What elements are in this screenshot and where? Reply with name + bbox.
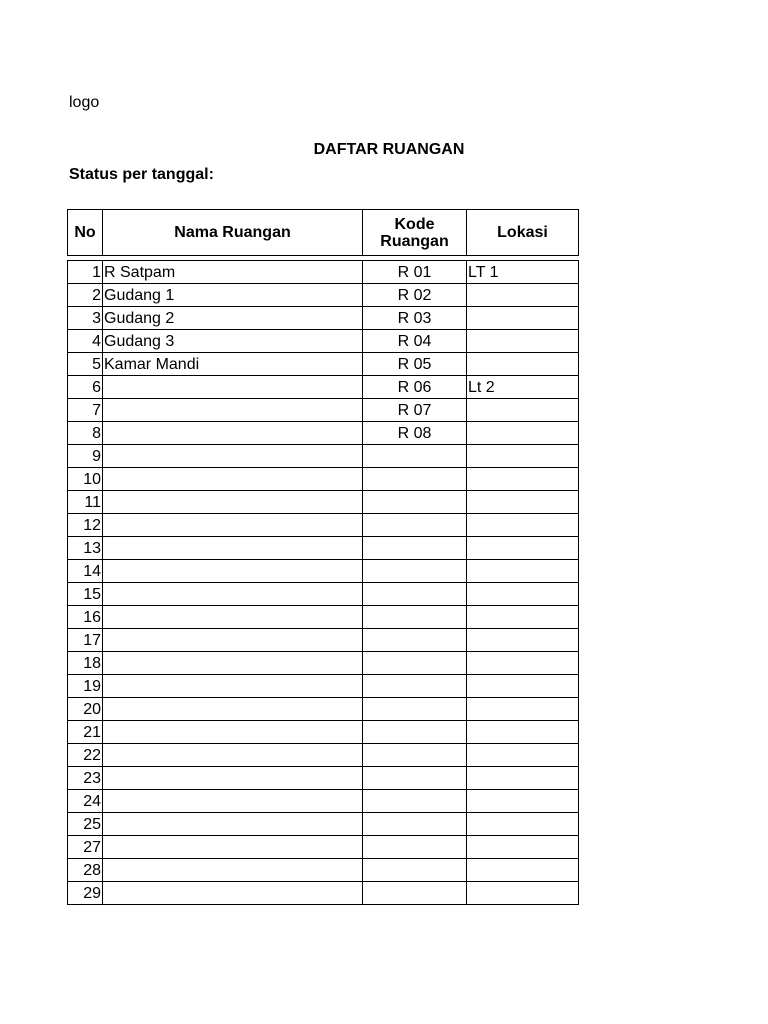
table-row bbox=[68, 514, 579, 537]
row-number-cell: 15 bbox=[68, 583, 103, 606]
row-number-cell: 11 bbox=[68, 491, 103, 514]
table-row bbox=[68, 790, 579, 813]
room-code-cell bbox=[363, 560, 467, 583]
row-number-cell: 7 bbox=[68, 399, 103, 422]
table-row bbox=[68, 399, 579, 422]
room-location-cell bbox=[467, 629, 579, 652]
row-number-cell: 9 bbox=[68, 445, 103, 468]
room-name-cell: Gudang 3 bbox=[103, 330, 363, 353]
table-row bbox=[68, 629, 579, 652]
column-header-kode-ruangan bbox=[363, 210, 467, 256]
row-number-cell: 29 bbox=[68, 882, 103, 905]
room-code-cell bbox=[363, 491, 467, 514]
room-name-cell bbox=[103, 376, 363, 399]
row-number-cell: 13 bbox=[68, 537, 103, 560]
column-header-nama-ruangan: Nama Ruangan bbox=[103, 210, 363, 256]
room-name-cell bbox=[103, 629, 363, 652]
room-name-cell bbox=[103, 514, 363, 537]
room-location-cell bbox=[467, 491, 579, 514]
column-header-kode-line2: Ruangan bbox=[380, 232, 449, 250]
table-row bbox=[68, 767, 579, 790]
room-name-cell bbox=[103, 721, 363, 744]
table-row bbox=[68, 744, 579, 767]
table-row bbox=[68, 537, 579, 560]
room-name-cell bbox=[103, 813, 363, 836]
room-location-cell bbox=[467, 767, 579, 790]
row-number-cell: 24 bbox=[68, 790, 103, 813]
row-number-cell: 22 bbox=[68, 744, 103, 767]
logo-text: logo bbox=[69, 94, 100, 111]
room-code-cell: R 06 bbox=[363, 376, 467, 399]
row-number-cell: 21 bbox=[68, 721, 103, 744]
row-number-cell: 5 bbox=[68, 353, 103, 376]
table-row bbox=[68, 583, 579, 606]
table-row bbox=[68, 422, 579, 445]
room-name-cell bbox=[103, 445, 363, 468]
room-location-cell bbox=[467, 882, 579, 905]
room-name-cell bbox=[103, 882, 363, 905]
row-number-cell: 19 bbox=[68, 675, 103, 698]
room-location-cell bbox=[467, 353, 579, 376]
room-location-cell bbox=[467, 836, 579, 859]
room-table-body bbox=[67, 260, 579, 905]
room-code-cell bbox=[363, 698, 467, 721]
room-location-cell bbox=[467, 744, 579, 767]
room-code-cell: R 01 bbox=[363, 261, 467, 284]
row-number-cell: 25 bbox=[68, 813, 103, 836]
room-location-cell bbox=[467, 514, 579, 537]
room-name-cell: Gudang 2 bbox=[103, 307, 363, 330]
room-location-cell bbox=[467, 721, 579, 744]
header-row bbox=[68, 210, 579, 256]
table-row bbox=[68, 652, 579, 675]
room-code-cell bbox=[363, 445, 467, 468]
room-code-cell bbox=[363, 537, 467, 560]
row-number-cell: 8 bbox=[68, 422, 103, 445]
table-row bbox=[68, 675, 579, 698]
room-code-cell: R 08 bbox=[363, 422, 467, 445]
page-title: DAFTAR RUANGAN bbox=[313, 141, 465, 158]
column-header-no: No bbox=[68, 210, 103, 256]
room-location-cell: Lt 2 bbox=[467, 376, 579, 399]
room-table-header bbox=[67, 209, 579, 256]
room-location-cell bbox=[467, 790, 579, 813]
row-number-cell: 10 bbox=[68, 468, 103, 491]
table-row bbox=[68, 307, 579, 330]
table-row bbox=[68, 813, 579, 836]
row-number-cell: 12 bbox=[68, 514, 103, 537]
room-location-cell bbox=[467, 698, 579, 721]
room-name-cell bbox=[103, 468, 363, 491]
table-row bbox=[68, 284, 579, 307]
room-code-cell: R 04 bbox=[363, 330, 467, 353]
room-code-cell: R 07 bbox=[363, 399, 467, 422]
room-code-cell bbox=[363, 468, 467, 491]
room-code-cell bbox=[363, 629, 467, 652]
room-name-cell bbox=[103, 836, 363, 859]
row-number-cell: 14 bbox=[68, 560, 103, 583]
room-code-cell bbox=[363, 606, 467, 629]
room-name-cell bbox=[103, 560, 363, 583]
row-number-cell: 20 bbox=[68, 698, 103, 721]
table-row bbox=[68, 468, 579, 491]
room-name-cell bbox=[103, 675, 363, 698]
room-location-cell bbox=[467, 399, 579, 422]
room-name-cell bbox=[103, 790, 363, 813]
status-date-label: Status per tanggal: bbox=[69, 166, 214, 183]
room-location-cell bbox=[467, 813, 579, 836]
room-location-cell bbox=[467, 606, 579, 629]
table-row bbox=[68, 859, 579, 882]
room-code-cell: R 02 bbox=[363, 284, 467, 307]
table-row bbox=[68, 376, 579, 399]
room-name-cell bbox=[103, 583, 363, 606]
room-name-cell: Kamar Mandi bbox=[103, 353, 363, 376]
row-number-cell: 2 bbox=[68, 284, 103, 307]
room-code-cell bbox=[363, 767, 467, 790]
room-name-cell: Gudang 1 bbox=[103, 284, 363, 307]
room-code-cell bbox=[363, 836, 467, 859]
room-code-cell bbox=[363, 790, 467, 813]
row-number-cell: 1 bbox=[68, 261, 103, 284]
room-code-cell bbox=[363, 514, 467, 537]
table-row bbox=[68, 560, 579, 583]
room-code-cell bbox=[363, 744, 467, 767]
room-location-cell bbox=[467, 583, 579, 606]
table-row bbox=[68, 882, 579, 905]
room-location-cell bbox=[467, 422, 579, 445]
row-number-cell: 6 bbox=[68, 376, 103, 399]
room-location-cell bbox=[467, 652, 579, 675]
row-number-cell: 28 bbox=[68, 859, 103, 882]
room-location-cell bbox=[467, 330, 579, 353]
room-name-cell bbox=[103, 491, 363, 514]
room-code-cell: R 03 bbox=[363, 307, 467, 330]
table-row bbox=[68, 445, 579, 468]
room-location-cell bbox=[467, 445, 579, 468]
row-number-cell: 4 bbox=[68, 330, 103, 353]
table-row bbox=[68, 353, 579, 376]
room-name-cell bbox=[103, 859, 363, 882]
column-header-kode-line1: Kode bbox=[394, 215, 435, 233]
table-row bbox=[68, 698, 579, 721]
table-row bbox=[68, 836, 579, 859]
room-code-cell bbox=[363, 675, 467, 698]
room-code-cell bbox=[363, 583, 467, 606]
room-location-cell bbox=[467, 560, 579, 583]
room-name-cell bbox=[103, 399, 363, 422]
column-header-lokasi: Lokasi bbox=[467, 210, 579, 256]
row-number-cell: 16 bbox=[68, 606, 103, 629]
table-row bbox=[68, 721, 579, 744]
room-code-cell: R 05 bbox=[363, 353, 467, 376]
room-name-cell bbox=[103, 537, 363, 560]
table-row bbox=[68, 606, 579, 629]
room-name-cell bbox=[103, 767, 363, 790]
room-code-cell bbox=[363, 882, 467, 905]
room-name-cell: R Satpam bbox=[103, 261, 363, 284]
table-row bbox=[68, 330, 579, 353]
room-code-cell bbox=[363, 813, 467, 836]
room-name-cell bbox=[103, 422, 363, 445]
room-name-cell bbox=[103, 652, 363, 675]
room-code-cell bbox=[363, 721, 467, 744]
row-number-cell: 3 bbox=[68, 307, 103, 330]
room-location-cell bbox=[467, 859, 579, 882]
room-code-cell bbox=[363, 652, 467, 675]
table-row bbox=[68, 491, 579, 514]
room-location-cell bbox=[467, 468, 579, 491]
room-code-cell bbox=[363, 859, 467, 882]
row-number-cell: 23 bbox=[68, 767, 103, 790]
room-name-cell bbox=[103, 744, 363, 767]
room-location-cell bbox=[467, 284, 579, 307]
room-location-cell bbox=[467, 537, 579, 560]
room-name-cell bbox=[103, 698, 363, 721]
row-number-cell: 17 bbox=[68, 629, 103, 652]
room-location-cell bbox=[467, 307, 579, 330]
room-location-cell: LT 1 bbox=[467, 261, 579, 284]
row-number-cell: 18 bbox=[68, 652, 103, 675]
room-name-cell bbox=[103, 606, 363, 629]
row-number-cell: 27 bbox=[68, 836, 103, 859]
table-row bbox=[68, 261, 579, 284]
room-location-cell bbox=[467, 675, 579, 698]
